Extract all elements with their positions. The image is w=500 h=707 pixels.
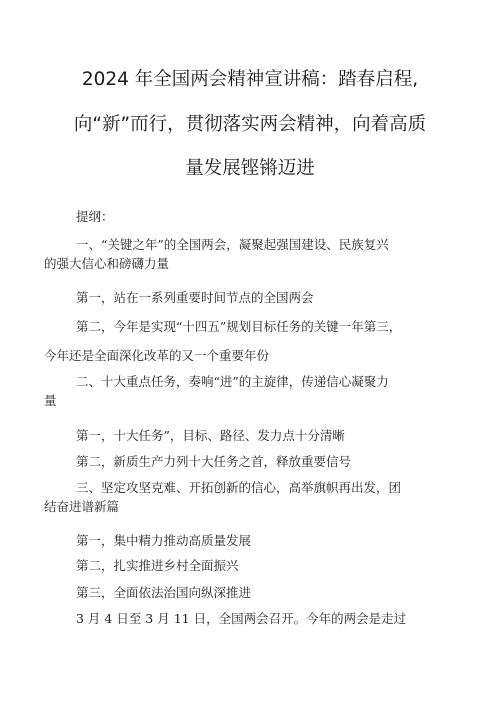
document-title-line-2: 向“新”而行，贯彻落实两会精神，向着高质 (73, 114, 427, 135)
outline-item-1 (44, 235, 436, 273)
outline-item-4: 今年还是全面深化改革的又一个重要年份 (44, 348, 270, 363)
document-title-line-3: 量发展铿锵迈进 (185, 158, 315, 179)
outline-item-7: 第二，新质生产力列十大任务之首，释放重要信号 (76, 454, 352, 469)
document-title-line-1: 2024 年全国两会精神宣讲稿：踏春启程, (81, 69, 419, 90)
outline-item-11: 第三，全面依法治国向纵深推进 (76, 585, 252, 600)
outline-item-5-line-1: 二、十大重点任务，奏响“进”的主旋律，传递信心凝聚力 (76, 374, 389, 389)
outline-item-1-line-2: 的强大信心和磅礴力量 (44, 256, 170, 271)
outline-item-5 (44, 372, 436, 410)
body-paragraph-first-line: 3 月 4 日至 3 月 11 日，全国两会召开。今年的两会是走过 (76, 611, 407, 626)
outline-item-6: 第一，十大任务”，目标、路径、发力点十分清晰 (76, 428, 345, 443)
outline-item-3: 第二，今年是实现“十四五”规划目标任务的关键一年第三， (76, 319, 402, 334)
outline-item-2: 第一，站在一系列重要时间节点的全国两会 (76, 290, 314, 305)
outline-item-5-line-2: 量 (44, 393, 57, 408)
outline-item-1-line-1: 一、“关键之年”的全国两会，凝聚起强国建设、民族复兴 (76, 237, 389, 252)
outline-item-9: 第一，集中精力推动高质量发展 (76, 533, 252, 548)
outline-label: 提纲： (76, 209, 114, 224)
outline-item-8 (44, 478, 436, 516)
outline-item-10: 第二，扎实推进乡村全面振兴 (76, 558, 239, 573)
outline-item-8-line-1: 三、坚定攻坚克难、开拓创新的信心，高举旗帜再出发，团 (76, 480, 402, 495)
outline-item-8-line-2: 结奋进谱新篇 (44, 499, 120, 514)
